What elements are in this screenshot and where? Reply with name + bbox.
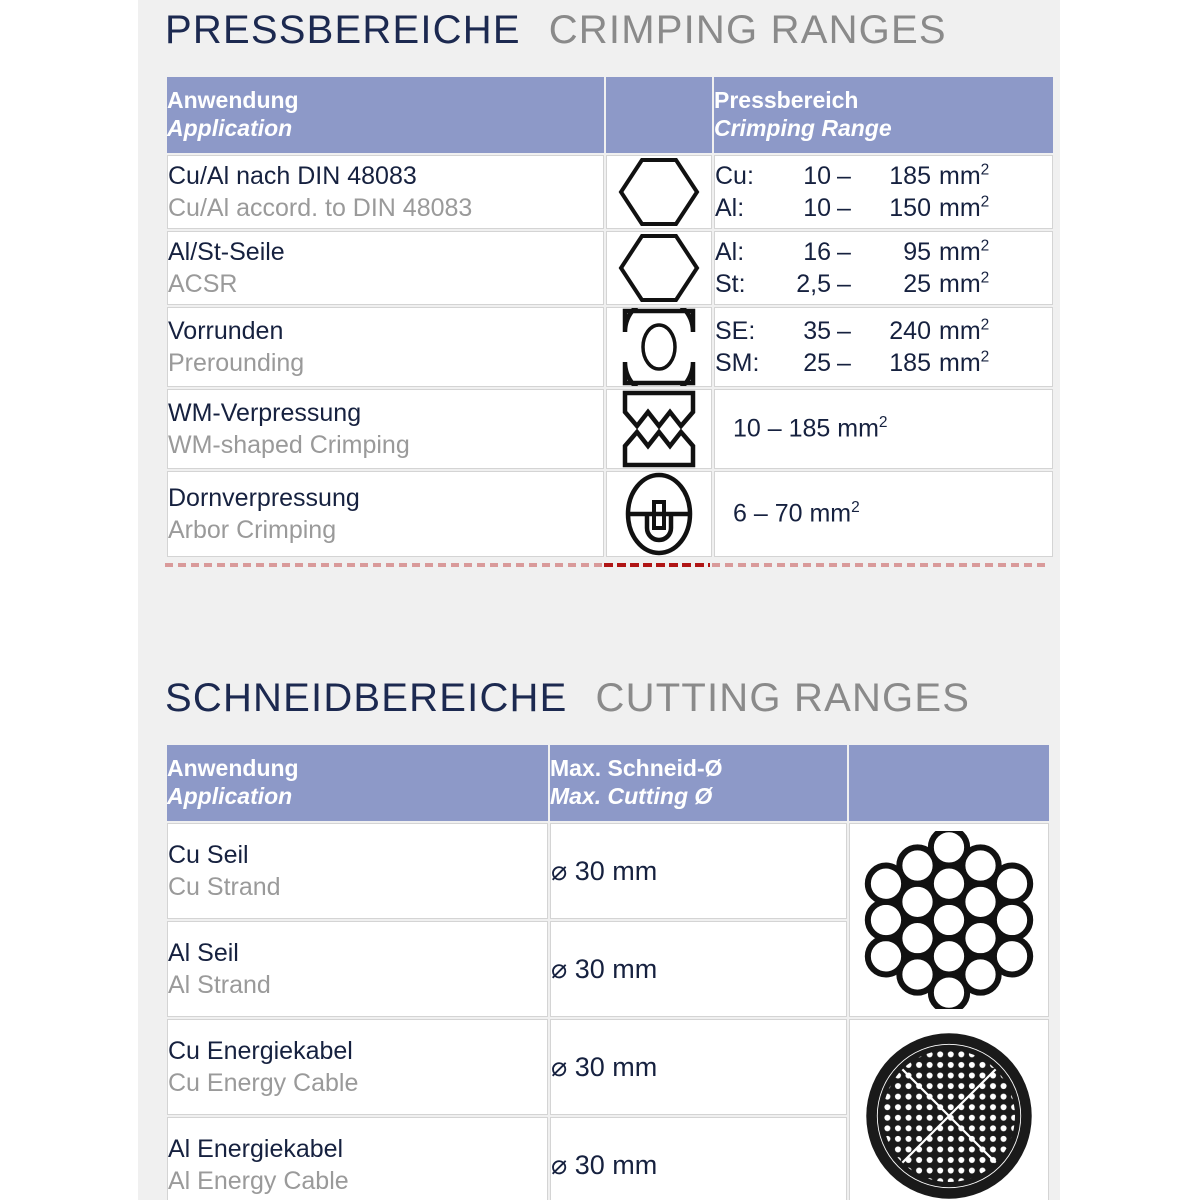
crimping-range-cell [714,307,1053,387]
hexagon-die-icon [606,155,712,229]
range-unit: $mm^2$ [939,269,990,298]
application-en: Cu Energy Cable [168,1069,359,1097]
table-row [167,471,1053,557]
range-max: 25 [903,270,931,298]
table-row [167,389,1053,469]
range-max: 95 [903,237,931,266]
crimping-ranges-table [165,75,1055,559]
crimping-range-cell: 6 – 70 $mm^2$ [714,471,1053,557]
range-dash: – [837,237,851,266]
header-application-de: Anwendung [167,87,299,114]
table-row [167,307,1053,387]
stranded-rope-cross-section-icon [849,823,1049,1017]
wm-die-icon [606,389,712,469]
application-cell [167,1117,548,1200]
cutting-diameter-cell: ⌀ 30 mm [550,1117,847,1200]
application-cell [167,1019,548,1115]
arbor-die-icon [606,471,712,557]
table-row [167,155,1053,229]
range-min: 2,5 [796,270,831,298]
header-max-cutting-diameter [550,745,847,821]
section-separator [165,563,1049,569]
crimping-section [165,8,1049,569]
application-en: WM-shaped Crimping [168,431,410,459]
range-min: 10 [803,194,831,222]
range-dash: – [837,161,851,190]
range-unit: $mm^2$ [939,193,990,222]
range-max: 185 [889,349,931,377]
cutting-section [165,676,1049,1200]
application-de: Cu/Al nach DIN 48083 [168,162,417,190]
cutting-diameter-cell: ⌀ 30 mm [550,823,847,919]
table-header-row [167,745,1049,821]
header-application-de: Anwendung [167,755,299,782]
range-label: Al: [715,194,745,222]
range-line [715,236,1052,269]
range-line [715,160,1052,193]
header-max-cutting-diameter-de: Max. Schneid-Ø [550,755,723,782]
header-application [167,77,604,153]
range-label: SE: [715,316,756,345]
range-label: St: [715,270,746,298]
application-cell [167,471,604,557]
application-cell [167,307,604,387]
hexagon-die-icon [606,231,712,305]
cutting-title-de: SCHNEIDBEREICHE [165,676,568,720]
range-dash: – [837,316,851,345]
application-de: Cu Energiekabel [168,1037,353,1065]
header-application-en: Application [167,115,293,141]
application-en: Al Energy Cable [168,1167,349,1195]
cutting-diameter-cell: ⌀ 30 mm [550,921,847,1017]
range-dash: – [837,194,851,222]
cutting-ranges-table [165,743,1051,1200]
crimping-section-title [165,8,1049,53]
header-application-en: Application [167,783,293,809]
range-max: 150 [889,194,931,222]
application-cell [167,155,604,229]
range-single: 10 – 185 mm [733,414,879,443]
range-unit: $mm^2$ [939,161,990,190]
crimping-range-cell [714,155,1053,229]
range-dash: – [837,349,851,377]
table-row [167,823,1049,919]
application-en: Arbor Crimping [168,516,337,544]
range-max: 185 [889,161,931,190]
range-max: 240 [889,316,931,345]
header-crimping-range [714,77,1053,153]
separator-left [165,563,602,567]
crimping-title-de: PRESSBEREICHE [165,8,521,52]
table-row [167,231,1053,305]
application-de: Vorrunden [168,317,284,345]
application-en: Prerounding [168,349,305,377]
crimping-range-cell: 10 – 185 $mm^2$ [714,389,1053,469]
range-unit: $mm^2$ [939,237,990,266]
sector-energy-cable-cross-section-icon [849,1019,1049,1200]
range-label: SM: [715,349,760,377]
range-line [715,315,1052,348]
table-header-row [167,77,1053,153]
separator-right [712,563,1049,567]
application-de: Dornverpressung [168,484,360,512]
range-line [715,347,1052,380]
application-en: Cu Strand [168,873,281,901]
range-unit: $mm^2$ [939,348,990,377]
application-de: Al Seil [168,939,239,967]
range-dash: – [837,270,851,298]
cutting-diameter-cell: ⌀ 30 mm [550,1019,847,1115]
application-de: WM-Verpressung [168,399,362,427]
application-cell [167,823,548,919]
application-de: Cu Seil [168,841,249,869]
range-min: 16 [803,237,831,266]
crimping-range-cell [714,231,1053,305]
application-en: Al Strand [168,971,271,999]
application-de: Al Energiekabel [168,1135,344,1163]
header-icon-column [606,77,712,153]
application-cell [167,921,548,1017]
range-line [715,192,1052,225]
application-cell [167,389,604,469]
range-label: Cu: [715,161,754,190]
header-cable-icon-column [849,745,1049,821]
table-row [167,1019,1049,1115]
range-min: 35 [803,316,831,345]
header-crimping-range-de: Pressbereich [714,87,859,114]
range-line [715,268,1052,301]
range-min: 25 [803,349,831,377]
header-application [167,745,548,821]
range-label: Al: [715,237,745,266]
application-en: Cu/Al accord. to DIN 48083 [168,194,473,222]
header-max-cutting-diameter-en: Max. Cutting Ø [550,783,713,809]
application-cell [167,231,604,305]
range-single: 6 – 70 mm [733,499,852,528]
cutting-section-title [165,676,1049,721]
header-crimping-range-en: Crimping Range [714,115,892,141]
crimping-title-en: CRIMPING RANGES [548,8,947,52]
range-min: 10 [803,161,831,190]
separator-center [604,563,710,567]
range-unit: $mm^2$ [939,316,990,345]
application-en: ACSR [168,270,238,298]
cutting-title-en: CUTTING RANGES [595,676,971,720]
application-de: Al/St-Seile [168,238,285,266]
prerounding-die-icon [606,307,712,387]
